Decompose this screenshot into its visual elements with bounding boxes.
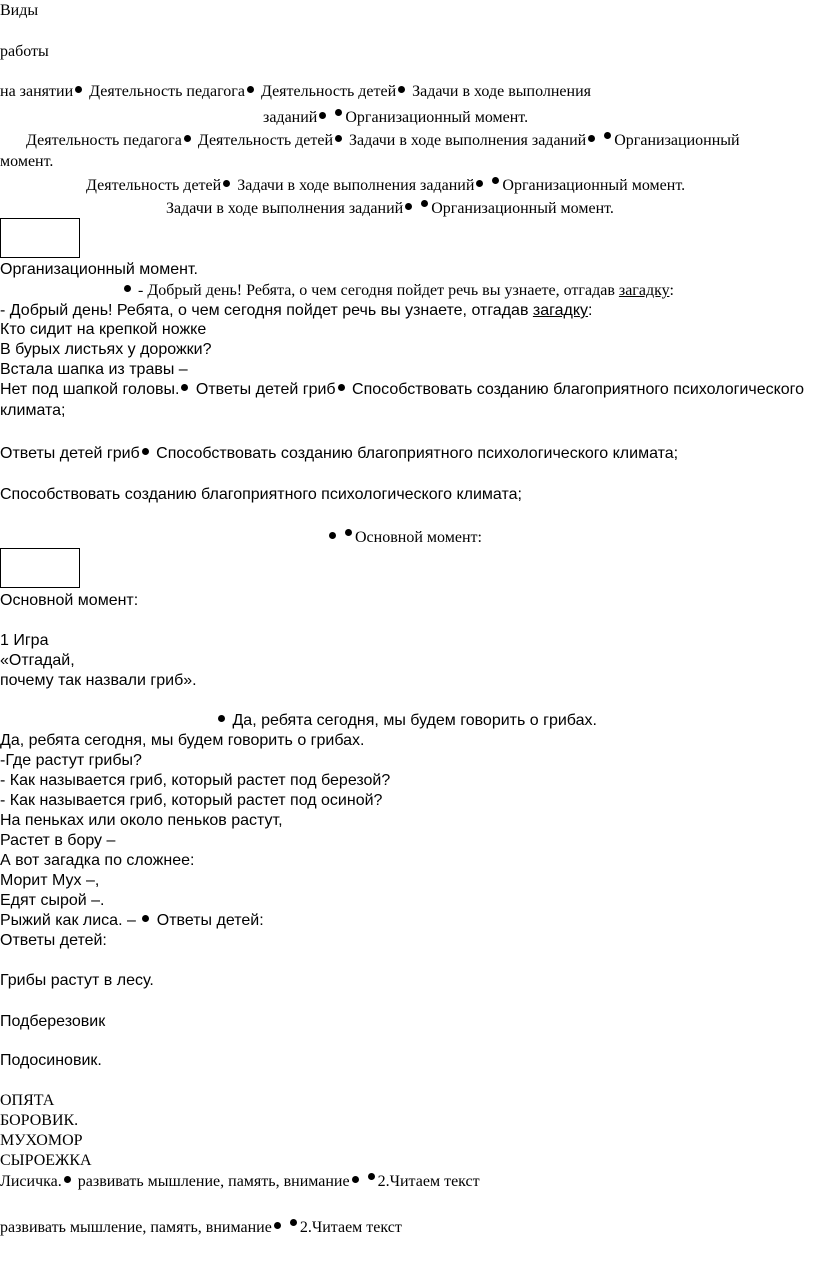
tasks-label: Задачи в ходе выполнения: [412, 83, 591, 100]
empty-cell-box: [0, 548, 80, 588]
answers-children-label: Ответы детей:: [0, 932, 107, 949]
goal-climate-end: климата;: [0, 402, 66, 419]
org-moment-label: Организационный момент.: [0, 261, 198, 278]
bullet-icon: [64, 1176, 71, 1183]
bullet-icon: [218, 715, 225, 722]
children-activity: Деятельность детей: [260, 83, 397, 100]
bullet-icon: [247, 86, 254, 93]
bullet-icon: [345, 529, 352, 536]
answer-line: Подберезовик: [0, 1013, 106, 1030]
question-line: А вот загадка по сложнее:: [0, 852, 195, 869]
answer-line: БОРОВИК.: [0, 1112, 79, 1129]
bullet-icon: [274, 1222, 281, 1229]
riddle-line: В бурых листьях у дорожки?: [0, 341, 212, 358]
question-line-with-answers: Рыжий как лиса. – Ответы детей:: [0, 912, 264, 929]
bullet-icon: [398, 86, 405, 93]
main-moment-label: Основной момент:: [0, 592, 139, 609]
bullet-icon: [290, 1219, 297, 1226]
bullet-icon: [588, 135, 595, 142]
heading-line-1: Виды: [0, 2, 39, 19]
bullet-icon: [338, 384, 345, 391]
goal-climate: Способствовать созданию благоприятного психологического климата;: [0, 486, 522, 503]
bullet-icon: [368, 1173, 375, 1180]
greeting-centered: - Добрый день! Ребята, о чем сегодня пойдет речь вы узнаете, отгадав загадку:: [122, 281, 674, 301]
bullet-icon: [352, 1176, 359, 1183]
riddle-line-with-answers: Нет под шапкой головы. Ответы детей гриб Способствовать созданию благоприятного психологического: [0, 381, 805, 398]
teacher-activity: Деятельность педагога: [89, 83, 245, 100]
riddle-line: Встала шапка из травы –: [0, 361, 188, 378]
bullet-icon: [476, 180, 483, 187]
game-name: «Отгадай,: [0, 652, 75, 669]
bullet-icon: [329, 532, 336, 539]
question-line: Растет в бору –: [0, 832, 116, 849]
question-line: Морит Мух –,: [0, 872, 100, 889]
header-repeat-1-end: момент.: [0, 153, 54, 170]
bullet-icon: [335, 135, 342, 142]
tasks-continuation: заданий Организационный момент.: [263, 109, 529, 126]
develop-line: развивать мышление, память, внимание 2.Читаем текст: [0, 1219, 402, 1236]
answer-line: МУХОМОР: [0, 1132, 83, 1149]
today-centered: Да, ребята сегодня, мы будем говорить о грибах.: [216, 711, 597, 731]
bullet-icon: [124, 285, 131, 292]
bullet-icon: [492, 177, 499, 184]
question-line: На пеньках или около пеньков растут,: [0, 812, 283, 829]
bullet-icon: [405, 203, 412, 210]
bullet-icon: [604, 132, 611, 139]
header-repeat-1: Деятельность педагога Деятельность детей Задачи в ходе выполнения заданий Организационный: [26, 132, 740, 149]
greeting-line: - Добрый день! Ребята, о чем сегодня пойдет речь вы узнаете, отгадав загадку:: [0, 302, 593, 319]
header-repeat-2: Деятельность детей Задачи в ходе выполнения заданий Организационный момент.: [86, 177, 686, 194]
question-line: Едят сырой –.: [0, 892, 105, 909]
heading-line-3: на занятии: [0, 83, 74, 100]
bullet-icon: [75, 86, 82, 93]
question-line: - Как называется гриб, который растет под березой?: [0, 772, 391, 789]
bullet-icon: [319, 112, 326, 119]
bullet-icon: [335, 109, 342, 116]
answer-line-with-tasks: Лисичка. развивать мышление, память, внимание 2.Читаем текст: [0, 1173, 480, 1190]
empty-cell-box: [0, 218, 80, 258]
bullet-icon: [142, 448, 149, 455]
riddle-line: Кто сидит на крепкой ножке: [0, 321, 207, 338]
heading-line-2: работы: [0, 43, 49, 60]
main-moment-centered: Основной момент:: [327, 528, 482, 548]
game-title: 1 Игра: [0, 632, 49, 649]
answer-line: СЫРОЕЖКА: [0, 1152, 92, 1169]
bullet-icon: [421, 200, 428, 207]
question-line: -Где растут грибы?: [0, 752, 142, 769]
bullet-icon: [142, 915, 149, 922]
answer-line: Подосиновик.: [0, 1052, 102, 1069]
bullet-icon: [181, 384, 188, 391]
answers-mushroom-row: Ответы детей гриб Способствовать созданию благоприятного психологического климата;: [0, 445, 679, 462]
riddle-link[interactable]: загадку: [618, 282, 670, 299]
table-header-row: [0, 82, 591, 102]
question-line: - Как называется гриб, который растет под осиной?: [0, 792, 383, 809]
answer-line: ОПЯТА: [0, 1092, 55, 1109]
riddle-link[interactable]: загадку: [532, 302, 589, 319]
bullet-icon: [184, 135, 191, 142]
game-name-2: почему так назвали гриб».: [0, 672, 197, 689]
answer-line: Грибы растут в лесу.: [0, 972, 154, 989]
bullet-icon: [223, 180, 230, 187]
today-line: Да, ребята сегодня, мы будем говорить о грибах.: [0, 732, 365, 749]
header-repeat-3: Задачи в ходе выполнения заданий Организационный момент.: [166, 200, 614, 217]
